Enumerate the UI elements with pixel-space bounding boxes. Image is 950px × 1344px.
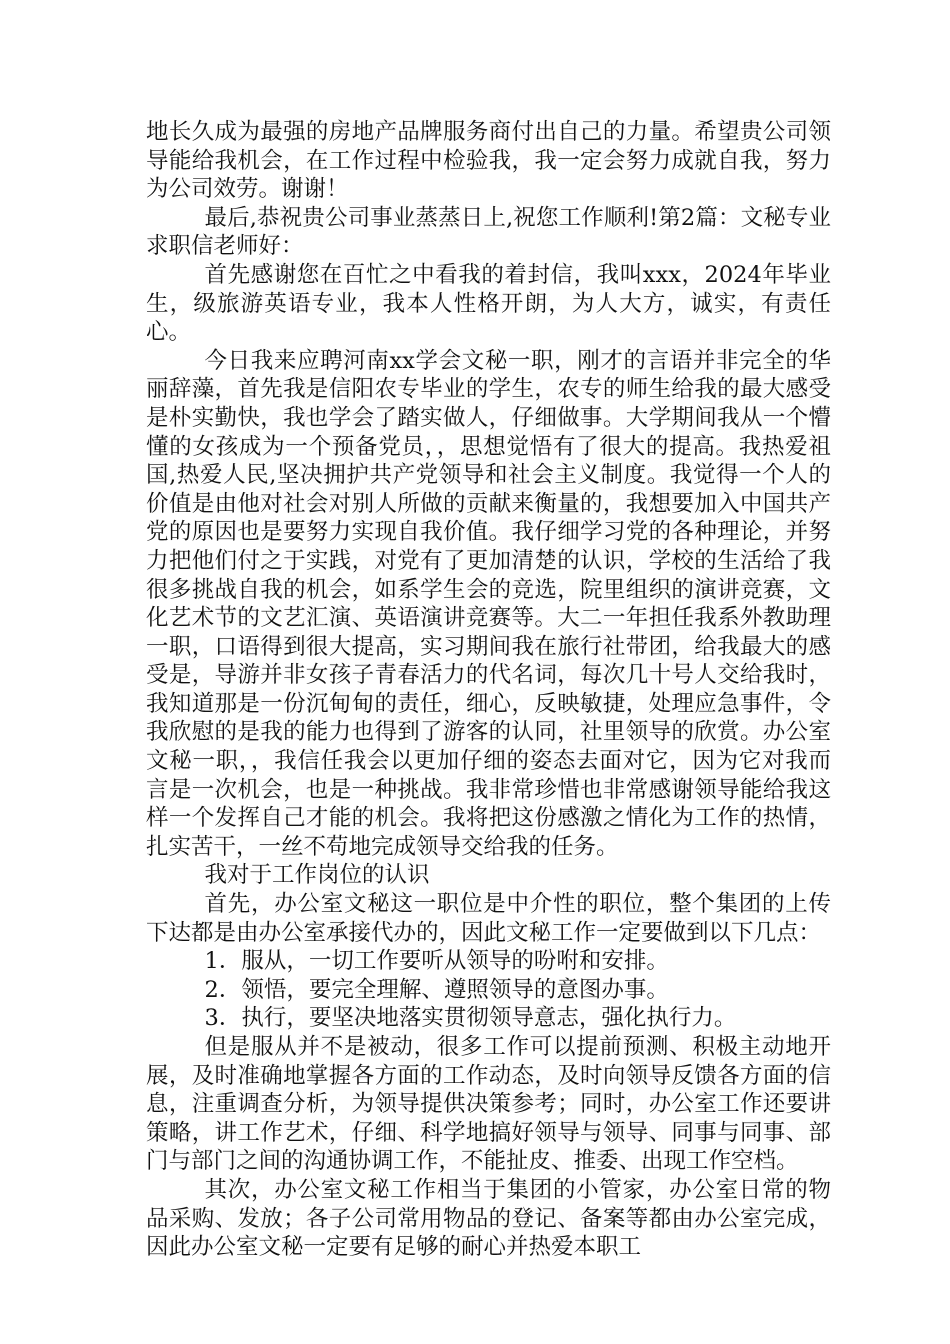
paragraph-3: 首先感谢您在百忙之中看我的着封信，我叫xxx，2024年毕业生，级旅游英语专业，我本人性格开朗，为人大方，诚实，有责任心。 <box>146 261 831 346</box>
document-body <box>146 118 831 1262</box>
list-item-2: 2．领悟，要完全理解、遵照领导的意图办事。 <box>204 976 669 1003</box>
paragraph-7: 其次，办公室文秘工作相当于集团的小管家，办公室日常的物品采购、发放；各子公司常用物品的登记、备案等都由办公室完成，因此办公室文秘一定要有足够的耐心并热爱本职工 <box>146 1176 831 1261</box>
list-item-1: 1．服从，一切工作要听从领导的吩咐和安排。 <box>204 948 669 975</box>
paragraph-6: 但是服从并不是被动，很多工作可以提前预测、积极主动地开展，及时准确地掌握各方面的工作动态，及时向领导反馈各方面的信息，注重调查分析，为领导提供决策参考；同时，办公室工作还要讲策略，讲工作艺术，仔细、科学地搞好领导与领导、同事与同事、部门与部门之间的沟通协调工作，不能扯皮、推委、出现工作空档。 <box>146 1034 831 1175</box>
section-heading: 我对于工作岗位的认识 <box>204 862 430 889</box>
paragraph-5: 首先，办公室文秘这一职位是中介性的职位，整个集团的上传下达都是由办公室承接代办的，因此文秘工作一定要做到以下几点： <box>146 891 831 946</box>
paragraph-4: 今日我来应聘河南xx学会文秘一职，刚才的言语并非完全的华丽辞藻，首先我是信阳农专毕业的学生，农专的师生给我的最大感受是朴实勤快，我也学会了踏实做人，仔细做事。大学期间我从一个懵懂的女孩成为一个预备党员，，思想觉悟有了很大的提高。我热爱祖国,热爱人民,坚决拥护共产党领导和社会主义制度。我觉得一个人的价值是由他对社会对别人所做的贡献来衡量的，我想要加入中国共产党的原因也是要努力实现自我价值。我仔细学习党的各种理论，并努力把他们付之于实践，对党有了更加清楚的认识，学校的生活给了我很多挑战自我的机会，如系学生会的竞选，院里组织的演讲竞赛，文化艺术节的文艺汇演、英语演讲竞赛等。大二一年担任我系外教助理一职，口语得到很大提高，实习期间我在旅行社带团，给我最大的感受是，导游并非女孩子青春活力的代名词，每次几十号人交给我时，我知道那是一份沉甸甸的责任，细心，反映敏捷，处理应急事件，令我欣慰的是我的能力也得到了游客的认同，社里领导的欣赏。办公室文秘一职，，我信任我会以更加仔细的姿态去面对它，因为它对我而言是一次机会，也是一种挑战。我非常珍惜也非常感谢领导能给我这样一个发挥自己才能的机会。我将把这份感激之情化为工作的热情，扎实苦干，一丝不苟地完成领导交给我的任务。 <box>146 347 831 860</box>
paragraph-1: 地长久成为最强的房地产品牌服务商付出自己的力量。希望贵公司领导能给我机会，在工作过程中检验我，我一定会努力成就自我，努力为公司效劳。谢谢！ <box>146 119 831 203</box>
paragraph-2: 最后,恭祝贵公司事业蒸蒸日上,祝您工作顺利!第2篇：文秘专业求职信老师好： <box>146 204 831 260</box>
list-item-3: 3．执行，要坚决地落实贯彻领导意志，强化执行力。 <box>204 1005 737 1032</box>
